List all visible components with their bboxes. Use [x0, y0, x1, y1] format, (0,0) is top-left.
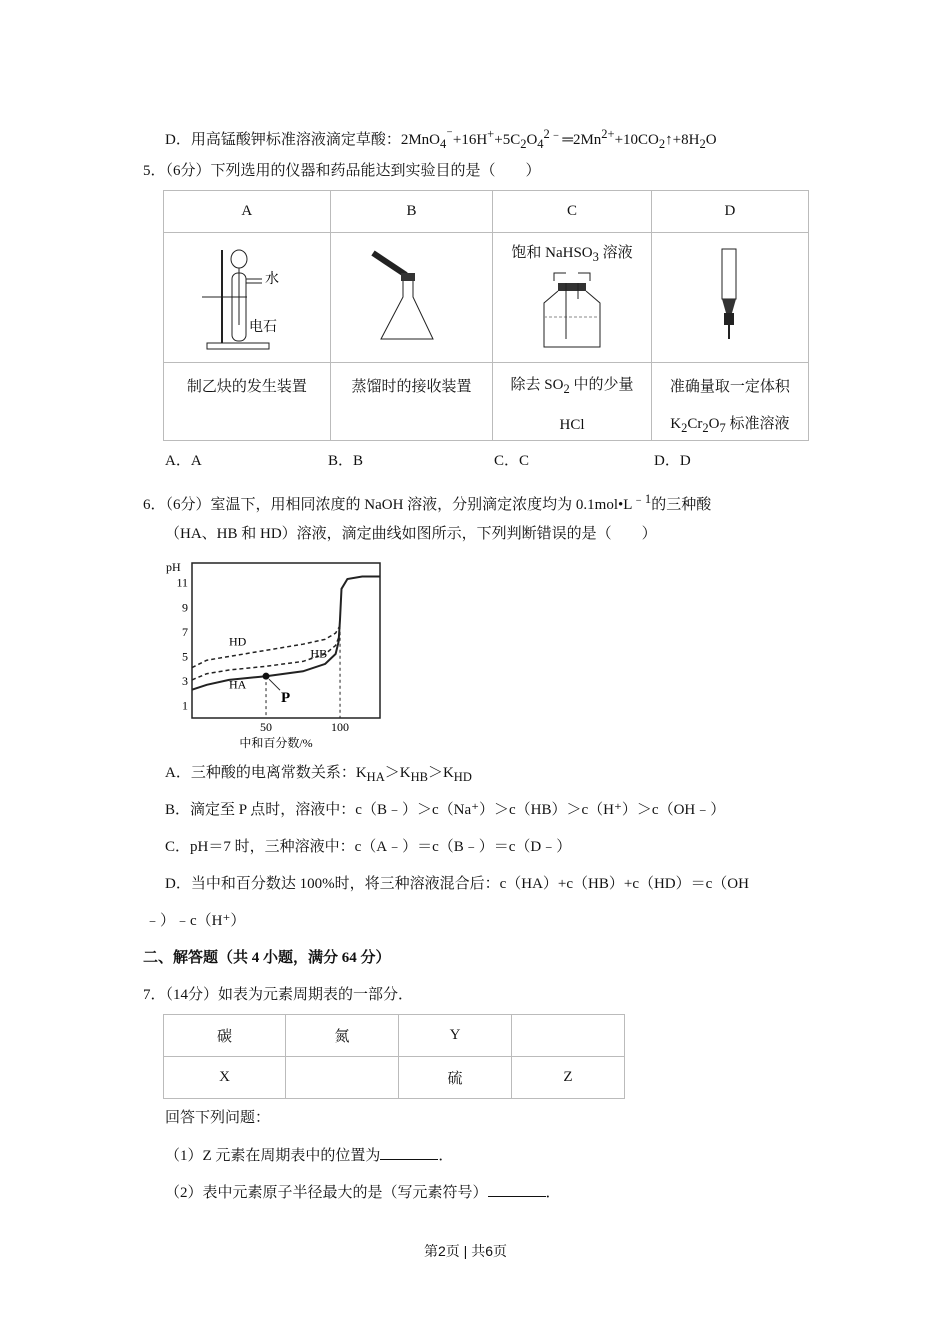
- header-b: B: [330, 191, 493, 233]
- cell: Y: [399, 1015, 512, 1057]
- q6-stem-line1: 6．（6分）室温下，用相同浓度的 NaOH 溶液，分别滴定浓度均为 $0.1mol•L^{﹣1}$的三种酸: [143, 492, 712, 513]
- desc-c: 除去 $SO_2$ 中的少量 HCl: [493, 363, 651, 441]
- q5-option-a: A．A: [165, 453, 202, 469]
- point-p-label: P: [281, 690, 291, 707]
- q4-option-d: D．用高锰酸钾标准溶液滴定草酸：$2MnO_4^{^-}+16H^++5C_2O_4^{2﹣}═2Mn^{2+}+10CO_2↑+8H_2O$: [165, 127, 717, 151]
- q6-stem-line2: （HA、HB 和 HD）溶液，滴定曲线如图所示，下列判断错误的是（ ）: [165, 526, 657, 542]
- acetylene-generator-image: [187, 235, 307, 355]
- series-label-hb: HB: [310, 646, 328, 661]
- burette-image: [700, 245, 760, 345]
- q6-option-b: B．滴定至 P 点时，溶液中：c（B﹣）＞c（Na⁺）＞c（HB）＞c（H⁺）＞c（OH﹣）: [165, 802, 726, 818]
- titration-chart: [160, 555, 390, 755]
- y-axis-label: pH: [166, 560, 181, 574]
- x-tick-label: 100: [331, 720, 350, 734]
- y-tick-label: 5: [182, 649, 188, 664]
- desc-a: 制乙炔的发生装置: [164, 363, 331, 441]
- q7-stem: 7．（14分）如表为元素周期表的一部分．: [143, 987, 414, 1003]
- y-tick-label: 1: [182, 698, 188, 713]
- q5-table: [163, 190, 809, 441]
- svg-text:电石: 电石: [248, 320, 277, 335]
- periodic-table-fragment: [163, 1014, 625, 1099]
- curve-ha: [192, 577, 380, 690]
- q7-prompt: 回答下列问题：: [165, 1110, 271, 1126]
- point-p: [263, 673, 270, 680]
- y-tick-label: 3: [182, 674, 188, 689]
- apparatus-d: [651, 233, 808, 363]
- x-tick-label: 50: [260, 720, 273, 734]
- q7-sub1: （1）Z 元素在周期表中的位置为 ．: [165, 1145, 453, 1166]
- page-footer: 第2页 | 共6页: [424, 1243, 507, 1259]
- cell: 硫: [399, 1057, 512, 1099]
- nahso3-label: 饱和 NaHSO$_3$ 溶液: [511, 245, 633, 264]
- desc-b: 蒸馏时的接收装置: [330, 363, 493, 441]
- q5-stem: 5．（6分）下列选用的仪器和药品能达到实验目的是（ ）: [143, 163, 541, 179]
- y-tick-label: 7: [182, 624, 188, 639]
- q5-option-c: C．C: [494, 453, 530, 469]
- y-tick-label: 11: [176, 575, 188, 590]
- apparatus-b: [330, 233, 493, 363]
- header-c: C: [493, 191, 651, 233]
- q5-option-d: D．D: [654, 453, 691, 469]
- apparatus-c: [493, 233, 651, 363]
- cell: [286, 1057, 399, 1099]
- section-2-heading: 二、解答题（共 4 小题，满分 64 分）: [143, 950, 391, 966]
- desc-d: 准确量取一定体积 $K_2Cr_2O_7$ 标准溶液: [651, 363, 808, 441]
- point-p-arrow: [269, 679, 280, 690]
- q7-sub2: （2）表中元素原子半径最大的是（写元素符号） ．: [165, 1182, 561, 1203]
- cell: Z: [512, 1057, 625, 1099]
- answer-blank[interactable]: [380, 1145, 438, 1160]
- answer-blank[interactable]: [488, 1182, 546, 1197]
- apparatus-a: [164, 233, 331, 363]
- gas-wash-bottle-image: [532, 269, 612, 349]
- svg-text:水: 水: [264, 272, 279, 287]
- cell: 氮: [286, 1015, 399, 1057]
- receiving-flask-image: [351, 235, 471, 355]
- cell: [512, 1015, 625, 1057]
- x-axis-label: 中和百分数/%: [239, 736, 313, 750]
- cell: X: [164, 1057, 286, 1099]
- q6-option-a: A．三种酸的电离常数关系：$K_{HA}>K_{HB}>K_{HD}$: [165, 765, 472, 784]
- header-d: D: [651, 191, 808, 233]
- q6-option-d-line1: D．当中和百分数达 100%时，将三种溶液混合后：c（HA）+c（HB）+c（HD）＝c（OH: [165, 876, 749, 892]
- series-label-ha: HA: [229, 677, 247, 692]
- y-tick-label: 9: [182, 600, 188, 615]
- series-label-hd: HD: [229, 634, 247, 649]
- q6-option-c: C．pH＝7 时，三种溶液中：c（A﹣）＝c（B﹣）＝c（D﹣）: [165, 839, 572, 855]
- cell: 碳: [164, 1015, 286, 1057]
- header-a: A: [164, 191, 331, 233]
- q5-option-b: B．B: [328, 453, 364, 469]
- q6-option-d-line2: ﹣）﹣c（H⁺）: [145, 913, 246, 929]
